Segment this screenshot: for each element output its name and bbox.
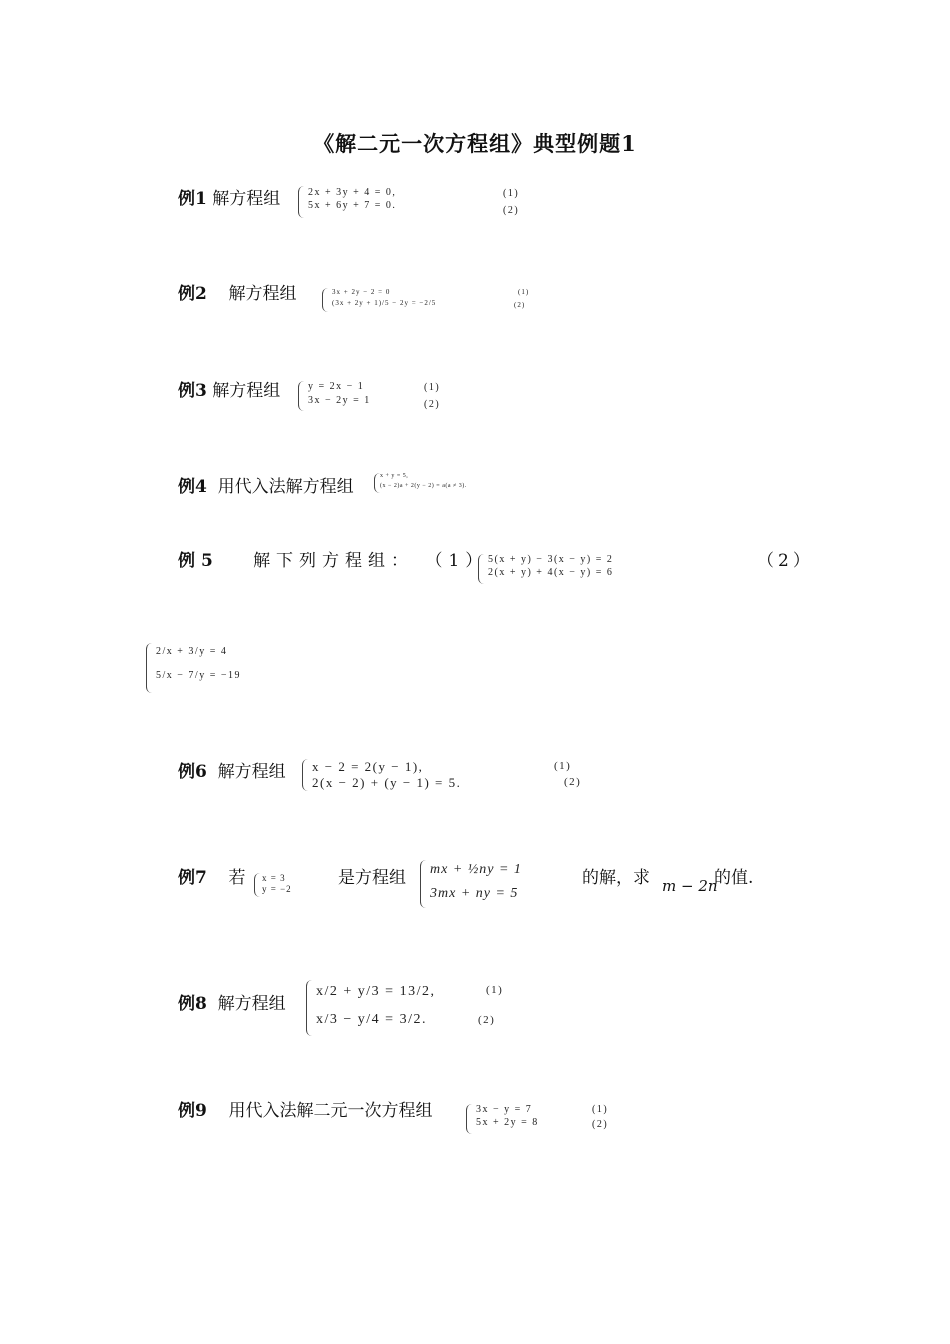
- example-1: [178, 184, 280, 209]
- page-title: 《解二元一次方程组》典型例题1: [313, 131, 637, 156]
- example-text: 用代入法解方程组: [217, 477, 354, 497]
- equation: y = −2: [262, 884, 292, 894]
- equation: x/2 + y/3 = 13/2,: [316, 984, 436, 999]
- equation: x + y = 5,: [380, 473, 409, 479]
- equation-system-5a: [478, 554, 708, 584]
- example-label: 例6: [178, 762, 207, 782]
- equation-number: (1): [503, 188, 520, 199]
- equation: 2(x − 2) + (y − 1) = 5.: [312, 775, 462, 790]
- example-6: [178, 757, 286, 782]
- expression: m − 2n: [662, 877, 718, 895]
- equation-number: (2): [503, 205, 520, 216]
- part-label-2: （2）: [757, 551, 814, 571]
- equation-number: (2): [478, 1014, 496, 1026]
- equation-number: (1): [518, 288, 530, 296]
- part-label: （1）: [425, 551, 489, 571]
- example-text: 解方程组: [217, 762, 286, 782]
- equation-system-5b: [146, 643, 286, 693]
- equation: 3x − 2y = 1: [308, 395, 371, 406]
- example-label: 例8: [178, 994, 207, 1014]
- equation-system-2: [322, 288, 542, 312]
- equation-system-3: [298, 381, 468, 411]
- example-label: 例1: [178, 189, 207, 209]
- example-label: 例5: [178, 551, 219, 571]
- equation: 5x + 6y + 7 = 0.: [308, 200, 397, 211]
- example-text: 用代入法解二元一次方程组: [228, 1101, 433, 1121]
- example-label: 例3: [178, 381, 207, 401]
- example-label: 例4: [178, 477, 207, 497]
- solution-pair: [254, 873, 334, 897]
- equation: x = 3: [262, 873, 286, 883]
- equation: x/3 − y/4 = 3/2.: [316, 1012, 427, 1027]
- equation: 5/x − 7/y = −19: [156, 670, 241, 681]
- equation-number: (1): [592, 1104, 609, 1115]
- equation-system-8: [306, 980, 536, 1036]
- equation-number: (2): [564, 776, 582, 788]
- equation: 3mx + ny = 5: [430, 886, 519, 901]
- example-text: 若: [228, 868, 246, 888]
- equation: 5(x + y) − 3(x − y) = 2: [488, 554, 614, 565]
- example-8: [178, 989, 286, 1014]
- example-7: [178, 863, 245, 888]
- example-7-end-text: 的值.: [714, 868, 754, 888]
- example-5: [178, 546, 488, 571]
- example-9: [178, 1096, 432, 1121]
- example-label: 例9: [178, 1101, 207, 1121]
- example-text: 解下列方程组：: [253, 551, 415, 571]
- equation-system-1: [298, 186, 538, 218]
- example-2: [178, 279, 296, 304]
- equation: mx + ½ny = 1: [430, 862, 522, 877]
- equation-system-7: [420, 860, 580, 908]
- example-4: [178, 472, 354, 497]
- equation: y = 2x − 1: [308, 381, 365, 392]
- equation: 2x + 3y + 4 = 0,: [308, 187, 397, 198]
- equation-number: (1): [554, 760, 572, 772]
- equation-system-6: [302, 759, 602, 791]
- equation-system-4: [374, 473, 504, 493]
- equation: 2(x + y) + 4(x − y) = 6: [488, 567, 614, 578]
- example-label: 例7: [178, 868, 207, 888]
- example-3: [178, 376, 280, 401]
- equation: x − 2 = 2(y − 1),: [312, 759, 424, 774]
- equation-number: (2): [514, 301, 526, 309]
- equation: 3x + 2y − 2 = 0: [332, 288, 391, 296]
- equation-number: (1): [486, 984, 504, 996]
- example-text: 解方程组: [212, 189, 281, 209]
- equation-number: (1): [424, 382, 441, 393]
- example-label: 例2: [178, 284, 207, 304]
- equation: 3x − y = 7: [476, 1104, 533, 1115]
- example-7-mid-text: 是方程组: [338, 868, 406, 888]
- equation-number: (2): [424, 399, 441, 410]
- example-7-tail-text: 的解，求: [582, 868, 650, 888]
- equation-system-9: [466, 1104, 636, 1134]
- equation-number: (2): [592, 1119, 609, 1130]
- example-text: 解方程组: [217, 994, 286, 1014]
- example-text: 解方程组: [212, 381, 281, 401]
- equation: 2/x + 3/y = 4: [156, 646, 228, 657]
- example-text: 解方程组: [228, 284, 297, 304]
- equation: 5x + 2y = 8: [476, 1117, 539, 1128]
- equation: (3x + 2y + 1)/5 − 2y = −2/5: [332, 299, 437, 307]
- equation: (x − 2)a + 2(y − 2) = a(a ≠ 3).: [380, 483, 467, 489]
